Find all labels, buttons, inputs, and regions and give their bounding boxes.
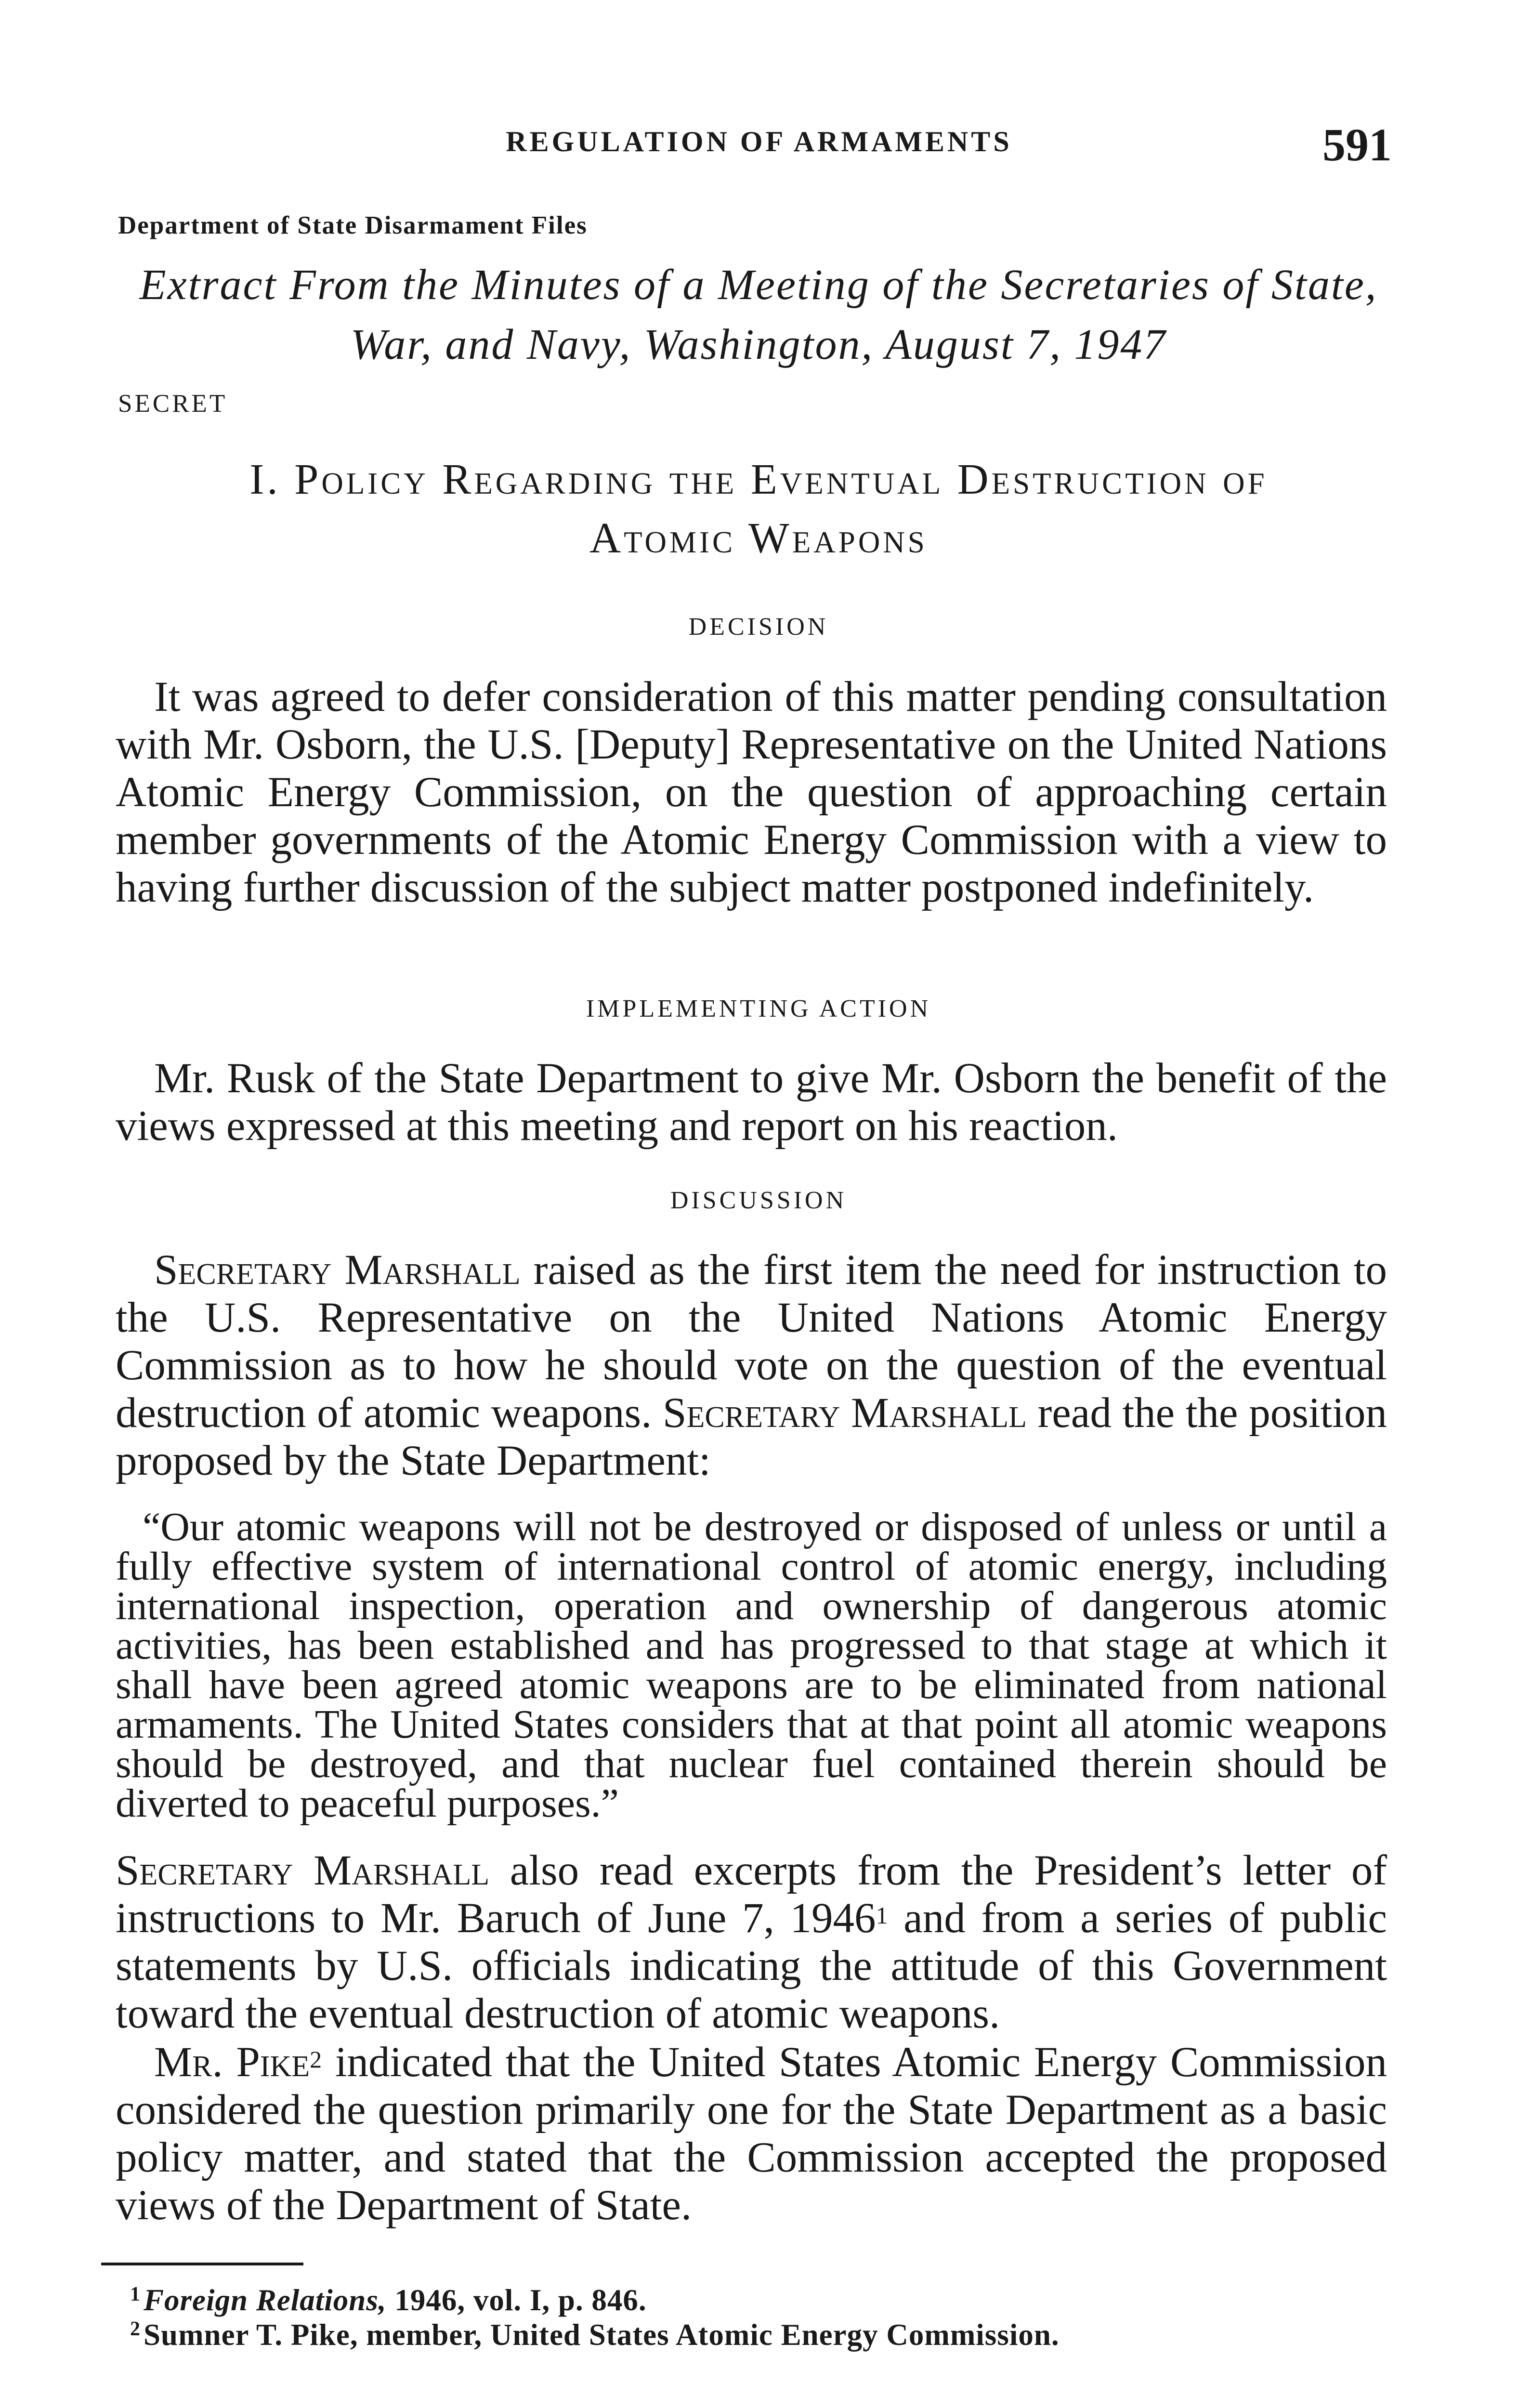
section-heading-line-2: Atomic Weapons <box>589 514 928 562</box>
paragraph-text: raised as the first item the need for instruction to the U.S. Representative on the United Nations Atomic Energy Commission as to how he should vote on the question of the eventual destruction of atomic weapons. <box>116 1246 1387 1437</box>
footnote-number: 1 <box>130 2283 141 2305</box>
footnote-ref-2: 2 <box>310 2046 322 2073</box>
footnote-2 <box>130 2317 1060 2353</box>
discussion-paragraph-3 <box>116 2039 1387 2229</box>
speaker-name: Mr. Pike <box>154 2039 310 2086</box>
quoted-position: “Our atomic weapons will not be destroyed or disposed of unless or until a fully effective system of international control of atomic energy, including international inspection, operation and ownership of dangerous atomic activities, has been established and has progressed to that stage at which it shall have been agreed atomic weapons are to be eliminated from national armaments. The United States considers that at that point all atomic weapons should be destroyed, and that nuclear fuel contained therein should be diverted to peaceful purposes.” <box>116 1505 1387 1826</box>
discussion-paragraph-1 <box>116 1246 1387 1485</box>
implementing-action-heading: IMPLEMENTING ACTION <box>586 995 931 1022</box>
speaker-name: Secretary Marshall <box>154 1246 521 1294</box>
speaker-name: Secretary Marshall <box>663 1389 1027 1437</box>
document-title-line-2: War, and Navy, Washington, August 7, 1947 <box>350 321 1167 368</box>
footnote-number: 2 <box>130 2318 141 2340</box>
section-heading <box>118 450 1399 568</box>
document-title <box>118 255 1399 375</box>
source-line: Department of State Disarmament Files <box>118 211 588 239</box>
document-title-line-1: Extract From the Minutes of a Meeting of the Secretaries of State, <box>139 261 1378 309</box>
section-heading-line-1: I. Policy Regarding the Eventual Destruction of <box>249 456 1268 503</box>
discussion-paragraph-2 <box>116 1847 1387 2038</box>
footnote-text: 1946, vol. I, p. 846. <box>386 2283 647 2317</box>
footnote-title: Foreign Relations, <box>144 2283 387 2317</box>
decision-paragraph: It was agreed to defer consideration of this matter pending consultation with Mr. Osborn, the U.S. [Deputy] Representative on the United Nations Atomic Energy Commission, on the question of approaching certain member governments of the Atomic Energy Commission with a view to having further discussion of the subject matter postponed indefinitely. <box>116 673 1387 911</box>
discussion-heading: DISCUSSION <box>670 1187 847 1214</box>
footnote-divider <box>101 2263 303 2265</box>
implementing-action-paragraph: Mr. Rusk of the State Department to give Mr. Osborn the benefit of the views expressed at this meeting and report on his reaction. <box>116 1055 1387 1150</box>
paragraph-text: read the the position proposed by the State Department: <box>116 1389 1387 1484</box>
footnote-1 <box>130 2283 647 2318</box>
footnote-text: Sumner T. Pike, member, United States Atomic Energy Commission. <box>144 2318 1060 2352</box>
speaker-name: Secretary Marshall <box>116 1847 490 1894</box>
paragraph-text: also read excerpts from the President’s letter of instructions to Mr. Baruch of June 7, 1946 <box>116 1847 1387 1942</box>
decision-heading: DECISION <box>688 613 829 641</box>
running-title: REGULATION OF ARMAMENTS <box>506 126 1012 157</box>
footnote-ref-1: 1 <box>876 1902 888 1929</box>
paragraph-text: indicated that the United States Atomic Energy Commission considered the question primarily one for the State Department as a basic policy matter, and stated that the Commission accepted the proposed views of the Department of State. <box>116 2039 1387 2229</box>
paragraph-text: and from a series of public statements by U.S. officials indicating the attitude of this Government toward the eventual destruction of atomic weapons. <box>116 1895 1387 2037</box>
page-number: 591 <box>1322 119 1392 170</box>
classification-label: SECRET <box>118 390 228 418</box>
